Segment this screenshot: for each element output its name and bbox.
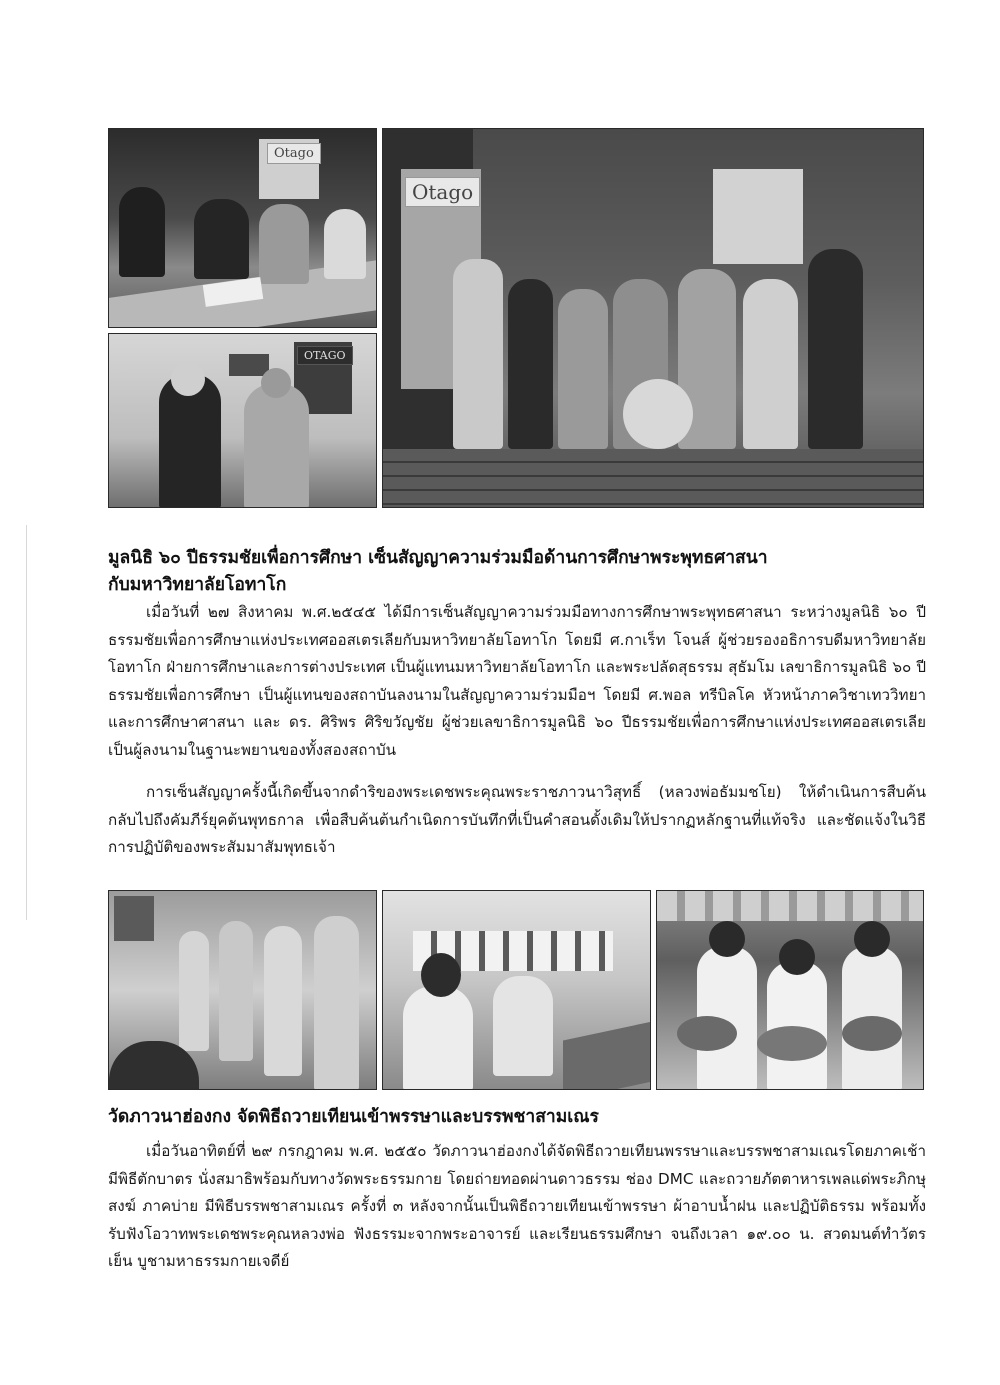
page-margin-rule: [26, 525, 27, 920]
article2-paragraph1: เมื่อวันอาทิตย์ที่ ๒๙ กรกฎาคม พ.ศ. ๒๕๕๐ วัดภาวนาฮ่องกงได้จัดพิธีถวายเทียนพรรษาและบรรพชาสามเณรโดยภาคเช้า มีพิธีตักบาตร นั่งสมาธิพร้อมกับทางวัดพระธรรมกาย โดยถ่ายทอดผ่านดาวธรรม ช่อง DMC และถวายภัตตาหารเพลแด่พระภิกษุสงฆ์ ภาคบ่าย มีพิธีบรรพชาสามเณร ครั้งที่ ๓ หลังจากนั้นเป็นพิธีถวายเทียนเข้าพรรษา ผ้าอาบน้ำฝน และปฏิบัติธรรม พร้อมทั้งรับฟังโอวาทพระเดชพระคุณหลวงพ่อ ฟังธรรมะจากพระอาจารย์ และเรียนธรรมศึกษา จนถึงเวลา ๑๙.๐๐ น. สวดมนต์ทำวัตรเย็น บูชามหาธรรมกายเจดีย์: [108, 1142, 926, 1270]
photo-meditation-hall: [382, 890, 651, 1090]
photo-signing-ceremony: [108, 128, 377, 328]
article2-heading: วัดภาวนาฮ่องกง จัดพิธีถวายเทียนเข้าพรรษาและบรรพชาสามเณร: [108, 1107, 599, 1127]
article1-paragraph2: การเซ็นสัญญาครั้งนี้เกิดขึ้นจากดำริของพระเดชพระคุณพระราชภาวนาวิสุทธิ์ (หลวงพ่อธัมมชโย) ให้ดำเนินการสืบค้นกลับไปถึงคัมภีร์ยุคต้นพุทธกาล เพื่อสืบค้นต้นกำเนิดการบันทึกที่เป็นคำสอนดั้งเดิมให้ปรากฏหลักฐานที่แท้จริง และชัดแจ้งในวิธีการปฏิบัติของพระสัมมาสัมพุทธเจ้า: [108, 783, 926, 856]
photo-candle-offering: [656, 890, 924, 1090]
photo-group-on-steps: [382, 128, 924, 508]
otago-standing-banner: Otago: [405, 177, 480, 207]
article1-paragraph1: เมื่อวันที่ ๒๗ สิงหาคม พ.ศ.๒๕๔๕ ได้มีการเซ็นสัญญาความร่วมมือทางการศึกษาพระพุทธศาสนา ระหว่างมูลนิธิ ๖๐ ปีธรรมชัยเพื่อการศึกษาแห่งประเทศออสเตรเลียกับมหาวิทยาลัยโอทาโก โดยมี ศ.กาเร็ท โจนส์ ผู้ช่วยรองอธิการบดีมหาวิทยาลัยโอทาโก ฝ่ายการศึกษาและการต่างประเทศ เป็นผู้แทนมหาวิทยาลัยโอทาโก และพระปลัดสุธรรม สุธัมโม เลขาธิการมูลนิธิ ๖๐ ปีธรรมชัยเพื่อการศึกษา เป็นผู้แทนของสถาบันลงนามในสัญญาความร่วมมือฯ โดยมี ศ.พอล ทรีบิลโค หัวหน้าภาควิชาเทววิทยาและการศึกษาศาสนา และ ดร. ศิริพร ศิริขวัญชัย ผู้ช่วยเลขาธิการมูลนิธิ ๖๐ ปีธรรมชัยเพื่อการศึกษาแห่งประเทศออสเตรเลีย เป็นผู้ลงนามในฐานะพยานของทั้งสองสถาบัน: [108, 603, 926, 759]
otago-banner: Otago: [267, 143, 321, 164]
article1-heading-line2: กับมหาวิทยาลัยโอทาโก: [108, 575, 287, 595]
otago-caps-banner: OTAGO: [297, 346, 353, 365]
photo-handshake: [108, 333, 377, 508]
article1-heading: [108, 545, 928, 599]
article1-heading-line1: มูลนิธิ ๖๐ ปีธรรมชัยเพื่อการศึกษา เซ็นสัญญาความร่วมมือด้านการศึกษาพระพุทธศาสนา: [108, 548, 768, 568]
photo-monks-alms-round: [108, 890, 377, 1090]
